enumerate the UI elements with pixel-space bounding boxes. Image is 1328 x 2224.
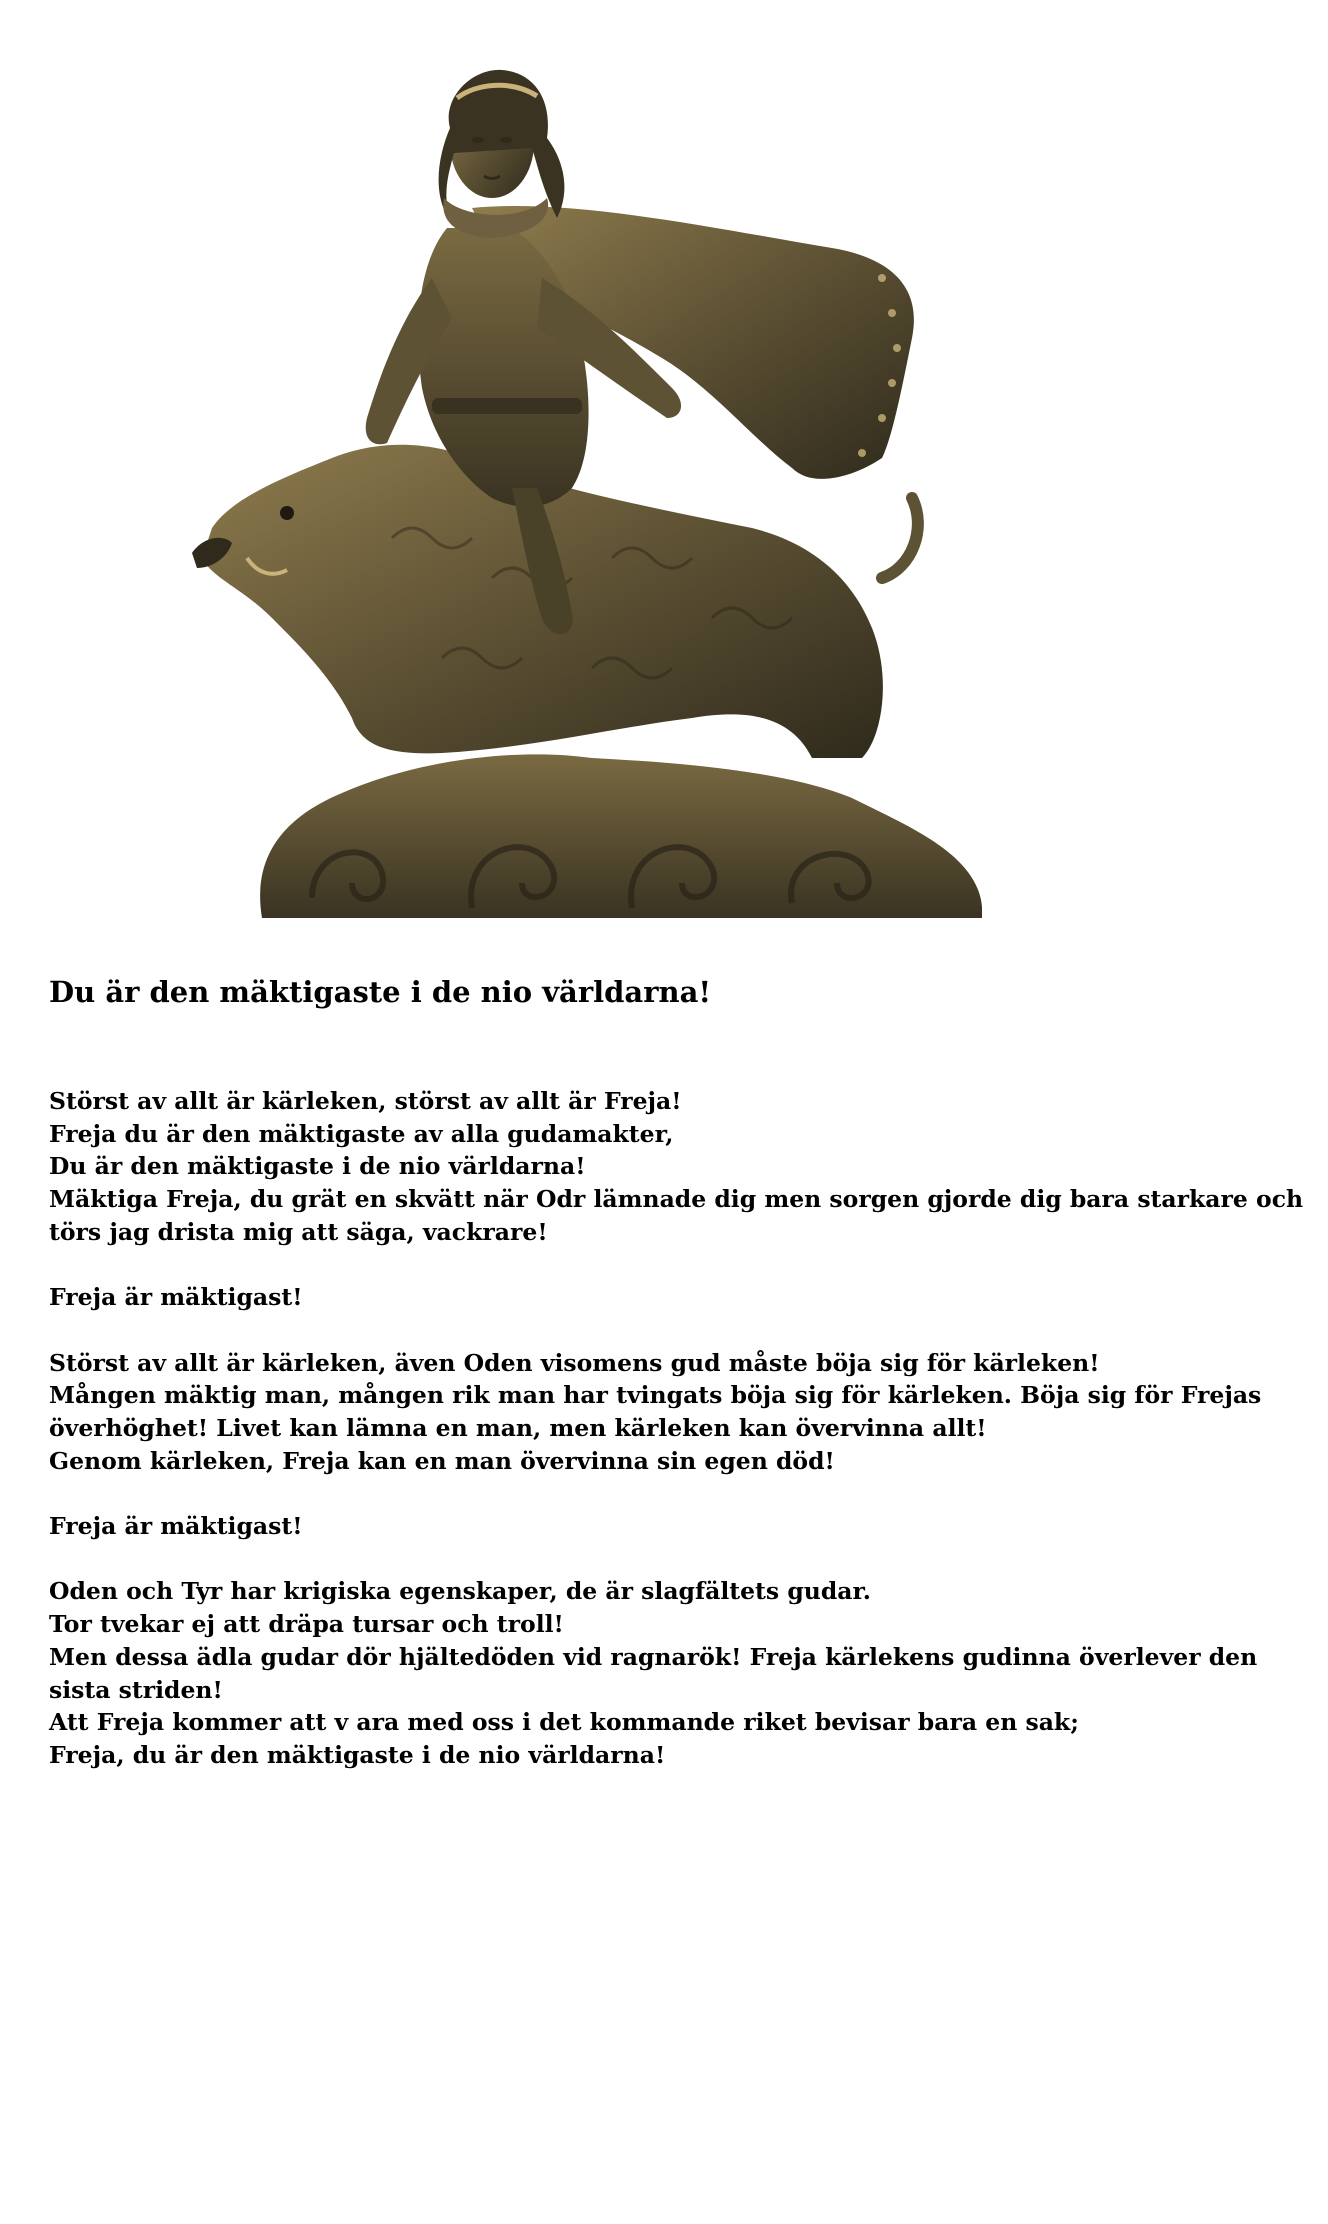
poem-line: Genom kärleken, Freja kan en man övervinna sin egen död!	[49, 1446, 835, 1475]
poem-line: Störst av allt är kärleken, även Oden visomens gud måste böja sig för kärleken!	[49, 1348, 1100, 1377]
poem-line: Oden och Tyr har krigiska egenskaper, de är slagfältets gudar.	[49, 1577, 871, 1606]
freja-statue-image	[192, 58, 982, 950]
poem-line: Mången mäktig man, mången rik man har tvingats böja sig för kärleken. Böja sig för Frejas överhöghet! Livet kan lämna en man, men kärleken kan övervinna allt!	[49, 1381, 1262, 1442]
poem-line: Att Freja kommer att v ara med oss i det kommande riket bevisar bara en sak;	[49, 1708, 1079, 1737]
stanza-gap	[49, 1477, 1309, 1510]
statue-base	[260, 754, 982, 918]
poem-body	[49, 1085, 1309, 1772]
poem-line: Du är den mäktigaste i de nio världarna!	[49, 1152, 586, 1181]
poem-refrain: Freja är mäktigast!	[49, 1512, 303, 1541]
poem-refrain: Freja är mäktigast!	[49, 1283, 303, 1312]
stanza-gap	[49, 1543, 1309, 1576]
poem-line: Freja du är den mäktigaste av alla gudamakter,	[49, 1119, 674, 1148]
poem-line: Mäktiga Freja, du grät en skvätt när Odr lämnade dig men sorgen gjorde dig bara starkare och törs jag drista mig att säga, vackrare!	[49, 1185, 1304, 1246]
poem-line: Freja, du är den mäktigaste i de nio världarna!	[49, 1741, 666, 1769]
stanza-gap	[49, 1314, 1309, 1347]
poem-line: Men dessa ädla gudar dör hjältedöden vid ragnarök! Freja kärlekens gudinna överlever den sista striden!	[49, 1642, 1258, 1704]
page-heading: Du är den mäktigaste i de nio världarna!	[49, 975, 712, 1009]
stanza-gap	[49, 1249, 1309, 1282]
poem-line: Tor tvekar ej att dräpa tursar och troll!	[49, 1610, 564, 1639]
poem-line: Störst av allt är kärleken, störst av allt är Freja!	[49, 1087, 682, 1115]
